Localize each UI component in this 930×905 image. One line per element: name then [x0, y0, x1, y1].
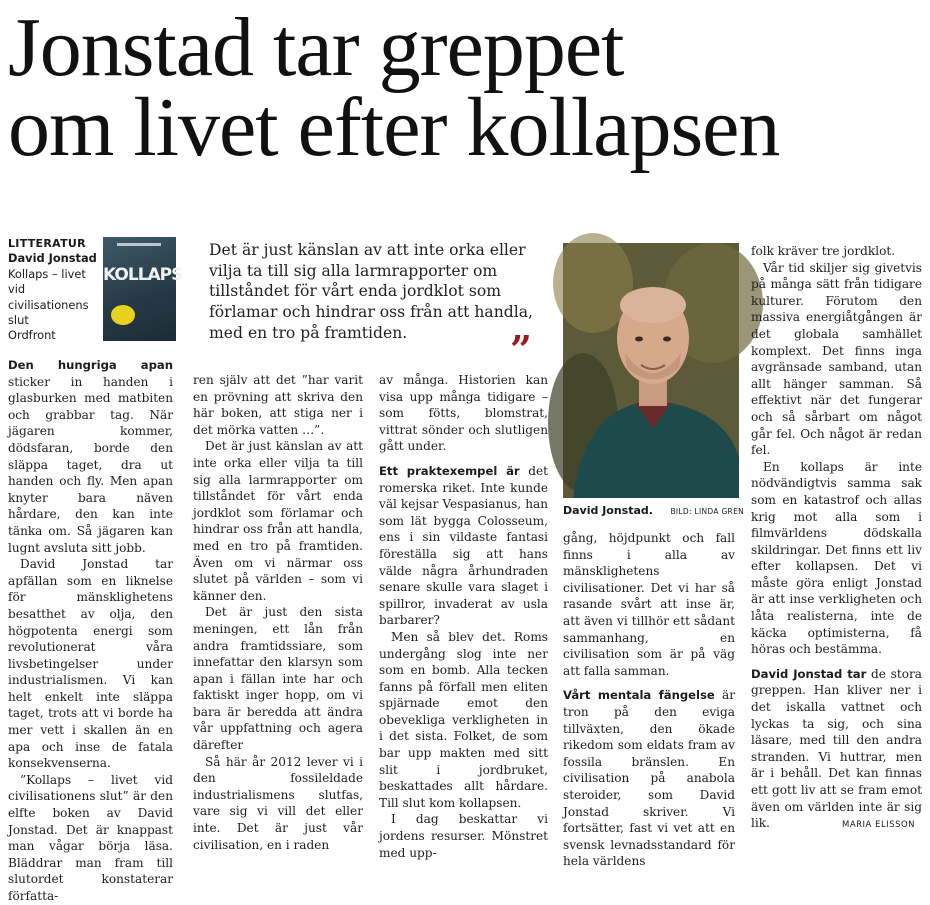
article-column-3 [379, 372, 548, 860]
paragraph-lead: Vårt mentala fängelse [563, 688, 715, 703]
article-column-1 [8, 357, 173, 903]
article-column-4 [563, 530, 735, 869]
paragraph: Vår tid skiljer sig givetvis på många sätt från tidigare kulturer. Förutom den massiva energiåtgången är det globala samhället komplext. Det finns inga avgränsade samband, utan allt hänger samman. Så effektivt när det fungerar och så sårbart om något går fel. Och något är redan fel. [751, 260, 922, 458]
book-publisher: Ordfront [8, 328, 56, 343]
article-column-2 [193, 372, 363, 852]
pull-quote: Det är just känslan av att inte orka eller vilja ta till sig alla larmrapporter om tillståndet för vårt enda jordklot som förlamar och hindrar oss från att handla, med en tro på framtiden. [209, 241, 533, 342]
paragraph [8, 357, 173, 556]
book-cover-image [103, 237, 183, 341]
book-title: Kollaps – livet vid civilisationens slut [8, 266, 89, 328]
paragraph-lead: David Jonstad tar [751, 666, 867, 681]
photo-caption: David Jonstad. [563, 504, 653, 517]
author-portrait-photo [563, 243, 739, 498]
paragraph: ren själv att det ”har varit en prövning att skriva den här boken, att stiga ner i det mörka vatten …”. [193, 373, 363, 437]
cover-yellow-blob [111, 305, 135, 325]
quote-mark-icon: ” [510, 327, 532, 372]
byline: MARIA ELISSON [842, 820, 916, 830]
paragraph [751, 666, 922, 832]
paragraph: gång, höjdpunkt och fall finns i alla av mänsklighetens civilisationer. Det vi har så rasande svårt att inse är, att även vi tillhör ett sådant sammanhang, en civilisation som är på väg att falla samman. [563, 531, 735, 678]
paragraph: Det är just den sista meningen, ett lån från andra framtidssiare, som innefattar den klarsyn som apan i fällan inte har och faktiskt inger hopp, om vi bara är beredda att ändra vår uppfattning och agera därefter [193, 605, 363, 753]
paragraph: David Jonstad tar apfällan som en liknelse för mänsklighetens besatthet av olja, den högpotenta energi som revolutionerat våra livsbetingelser under industrialismen. Vi kan helt enkelt inte släppa taget, trots att vi borde ha mer vett i skallen än en apa och inse de fatala konsekvenserna. [8, 557, 173, 771]
paragraph-lead: Ett praktexempel är [379, 463, 520, 478]
photo-caption-line [563, 504, 743, 517]
paragraph: Så här år 2012 lever vi i den fossileldade industrialismens slutfas, vare sig vi vill det eller inte. Det är just vår civilisation, en i raden [193, 754, 363, 852]
paragraph: av många. Historien kan visa upp många tidigare – som fötts, blomstrat, vittrat sönder och slutligen gått under. [379, 373, 548, 454]
headline-line-1: Jonstad tar greppet [8, 1, 624, 94]
paragraph: folk kräver tre jordklot. [751, 244, 896, 258]
paragraph-text: det romerska riket. Inte kunde väl kejsar Vespasianus, han som lät bygga Colosseum, ens i sin vildaste fantasi föreställa sig att hans välde några århundraden senare skulle vara slaget i spillror, invaderat av usla barbarer? [379, 463, 548, 628]
cover-title: KOLLAPS [103, 265, 183, 285]
fact-box [8, 236, 100, 344]
headline-line-2: om livet efter kollapsen [8, 81, 780, 174]
paragraph [563, 687, 735, 870]
photo-credit: BILD: LINDA GREN [670, 507, 745, 516]
cover-stripe [117, 243, 161, 246]
paragraph-text: sticker in handen i glasburken med matbiten och grabbar tag. När jägaren kommer, dödsfaran, borde den släppa taget, dra ut handen och fly. Men apan knyter bara näven hårdare, den kan inte tänka om. Så jägaren kan lugnt avsluta sitt jobb. [8, 374, 173, 555]
section-kicker: LITTERATUR [8, 237, 86, 250]
paragraph-text: de stora greppen. Han kliver ner i det iskalla vattnet och lyckas ta sig, och sina läsare, med till den andra stranden. Vi huttrar, men är i behåll. Det kan finnas ett gott liv att se fram emot även om världen inte är sig lik. [751, 666, 922, 831]
paragraph: I dag beskattar vi jordens resurser. Mönstret med upp- [379, 812, 548, 860]
paragraph: ”Kollaps – livet vid civilisationens slut” är den elfte boken av David Jonstad. Det är knappast man vågar börja läsa. Bläddrar man fram till slutordet konstaterar författa- [8, 772, 173, 903]
paragraph: Det är just känslan av att inte orka eller vilja ta till sig alla larmrapporter om tillståndet för vårt enda jordklot som förlamar och hindrar oss från att handla, med en tro på framtiden. Även om vi närmar oss slutet på världen – som vi känner den. [193, 439, 363, 603]
paragraph: En kollaps är inte nödvändigtvis samma sak som en katastrof och allas krig mot alla som i filmvärldens dödskalla skildringar. Det finns ett liv efter kollapsen. Det vi måste göra enligt Jonstad är att inse verkligheten och låta realisterna, inte de käcka optimisterna, få höras och bestämma. [751, 459, 922, 657]
paragraph-lead: Den hungriga apan [8, 358, 173, 372]
book-author: David Jonstad [8, 251, 97, 266]
headline [8, 1, 923, 174]
paragraph-text: är tron på den eviga tillväxten, den ökade rikedom som eldats fram av fossila bränslen. En civilisation på anabola steroider, som David Jonstad skriver. Vi fortsätter, fast vi vet att en svensk levnadsstandard för hela världens [563, 688, 735, 869]
paragraph [379, 463, 548, 629]
paragraph: Men så blev det. Roms undergång slog inte ner som en bomb. Alla tecken fanns på förfall men eliten spjärnade emot den obevekliga verkligheten in i det sista. Folket, de som bar upp makten med sitt slit i jordbruket, beskattades allt hårdare. Till slut kom kollapsen. [379, 629, 548, 810]
portrait-illustration [563, 243, 739, 498]
